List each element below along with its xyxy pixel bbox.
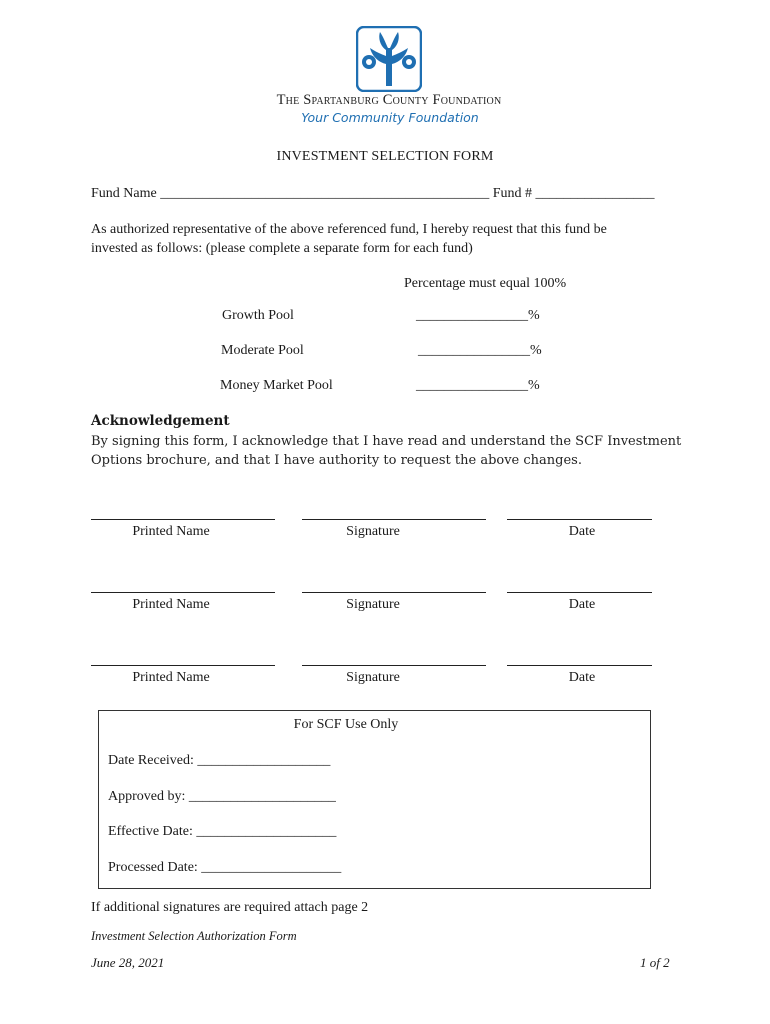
printed-name-line[interactable] [91,665,275,666]
printed-name-line[interactable] [91,519,275,520]
fund-name-label: Fund Name [91,186,157,201]
date-line[interactable] [507,592,652,593]
signature-line[interactable] [302,665,486,666]
effective-date-field[interactable]: Effective Date: ____________________ [108,824,337,839]
additional-signatures-note: If additional signatures are required attach page 2 [91,900,369,915]
processed-date-field[interactable]: Processed Date: ____________________ [108,860,342,875]
foundation-logo-icon [356,26,422,92]
fund-name-field[interactable]: _______________________________________________ [160,186,490,201]
date-line[interactable] [507,519,652,520]
org-tagline: Your Community Foundation [301,110,479,125]
scf-use-box [98,710,651,889]
signature-label: Signature [346,524,400,539]
printed-name-label: Printed Name [132,597,210,612]
fund-number-field[interactable]: _________________ [535,186,655,201]
acknowledgement-text [91,432,691,470]
date-label: Date [568,524,596,539]
acknowledgement-line: By signing this form, I acknowledge that I have read and understand the SCF Investment [91,434,682,449]
percentage-note: Percentage must equal 100% [404,276,567,291]
signature-line[interactable] [302,592,486,593]
printed-name-label: Printed Name [132,670,210,685]
request-line: As authorized representative of the above referenced fund, I hereby request that this fund be [91,222,607,237]
signature-line[interactable] [302,519,486,520]
footer-date: June 28, 2021 [91,955,165,970]
money-market-pool-label: Money Market Pool [220,378,333,393]
footer-form-name: Investment Selection Authorization Form [91,929,297,943]
moderate-pool-field[interactable]: ________________% [418,343,542,358]
printed-name-line[interactable] [91,592,275,593]
money-market-pool-field[interactable]: ________________% [416,378,540,393]
fund-number-label: Fund # [492,186,533,201]
scf-use-title: For SCF Use Only [293,717,399,732]
printed-name-label: Printed Name [132,524,210,539]
moderate-pool-label: Moderate Pool [221,343,304,358]
page-number: 1 of 2 [640,955,670,970]
signature-label: Signature [346,597,400,612]
date-label: Date [568,670,596,685]
acknowledgement-heading: Acknowledgement [91,413,230,429]
growth-pool-field[interactable]: ________________% [416,308,540,323]
org-name: The Spartanburg County Foundation [276,92,502,108]
form-title: INVESTMENT SELECTION FORM [276,149,494,164]
date-line[interactable] [507,665,652,666]
growth-pool-label: Growth Pool [222,308,294,323]
date-label: Date [568,597,596,612]
approved-by-field[interactable]: Approved by: _____________________ [108,789,336,804]
acknowledgement-line: Options brochure, and that I have authority to request the above changes. [91,453,582,468]
signature-label: Signature [346,670,400,685]
fund-line [91,184,655,203]
date-received-field[interactable]: Date Received: ___________________ [108,753,331,768]
request-paragraph [91,220,681,258]
request-line: invested as follows: (please complete a separate form for each fund) [91,241,473,256]
